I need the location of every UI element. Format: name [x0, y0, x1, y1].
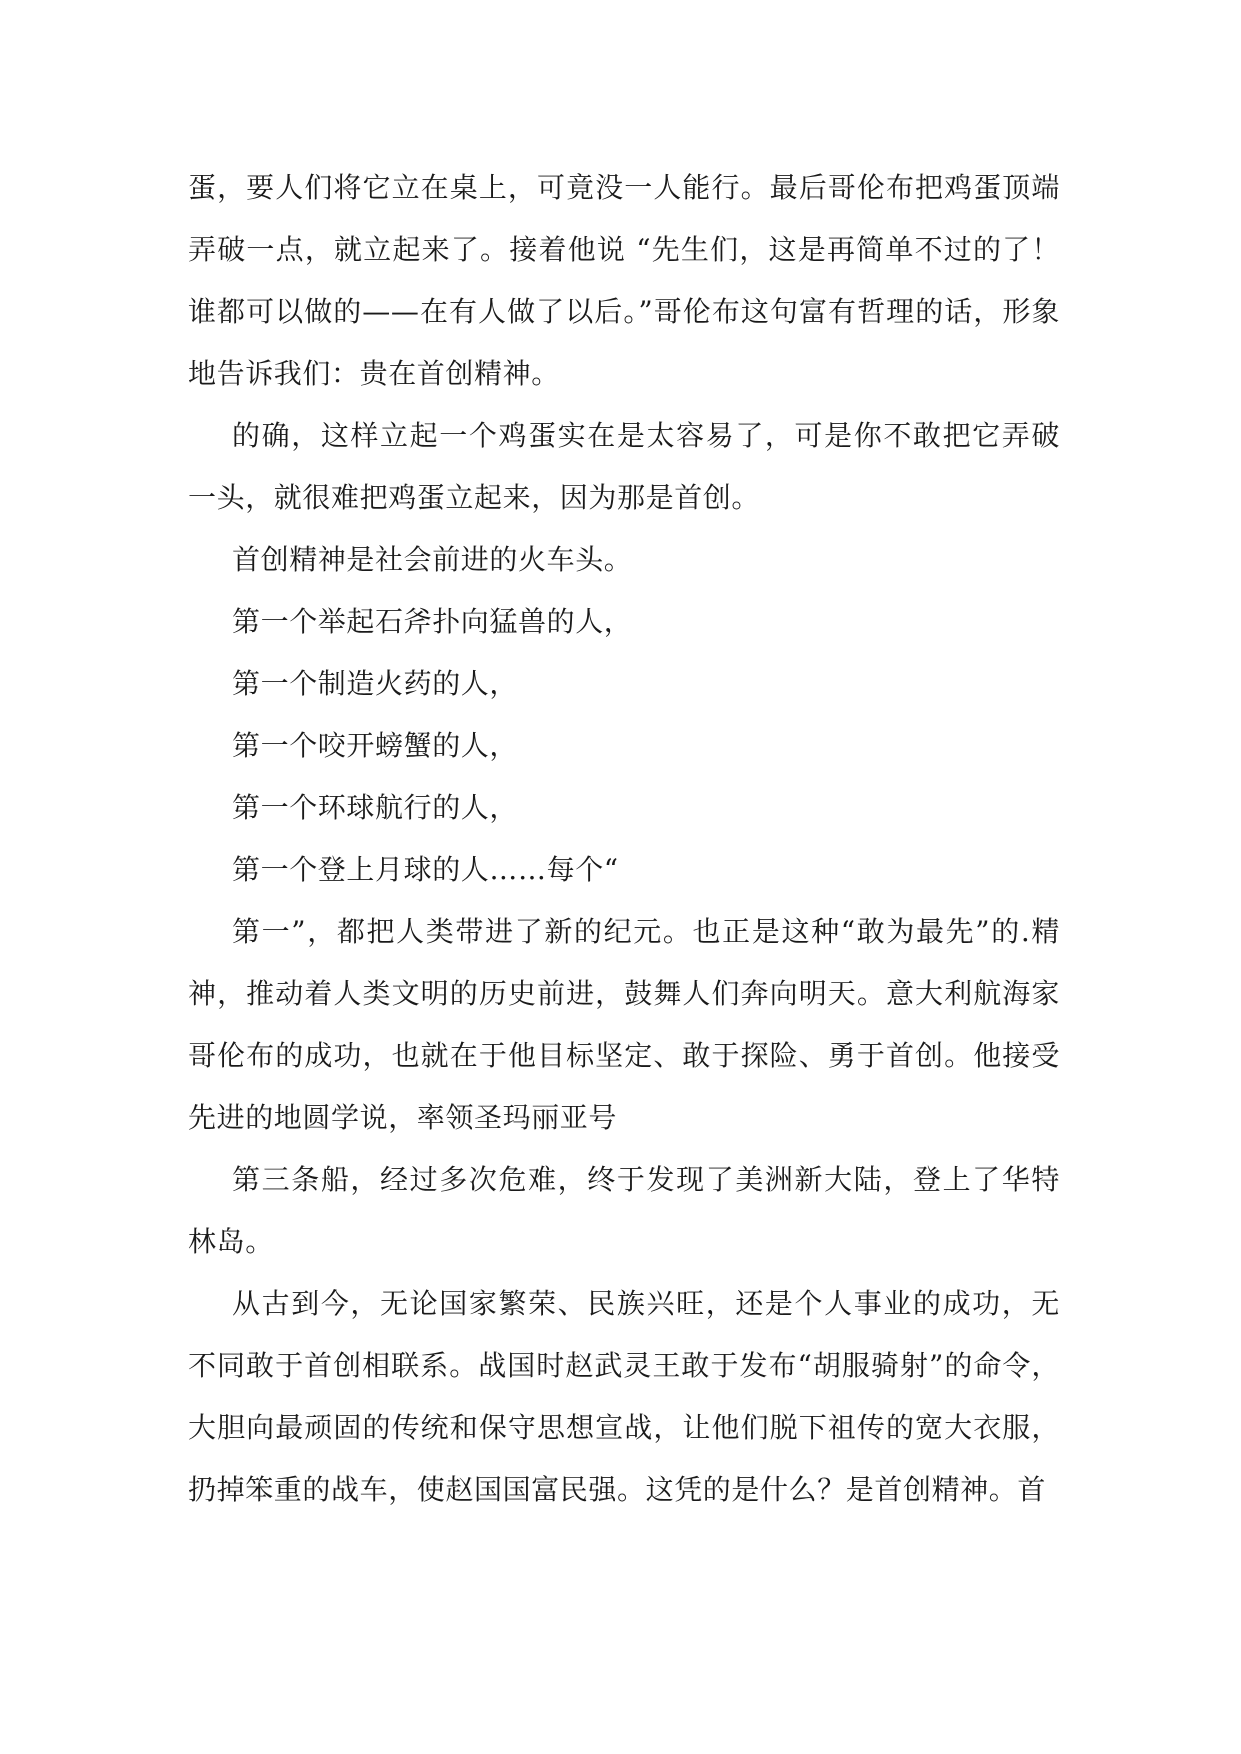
paragraph-11: 从古到今，无论国家繁荣、民族兴旺，还是个人事业的成功，无不同敢于首创相联系。战国时赵武灵王敢于发布“胡服骑射”的命令，大胆向最顽固的传统和保守思想宣战，让他们脱下祖传的宽大衣服，扔掉笨重的战车，使赵国国富民强。这凭的是什么？是首创精神。首: [188, 1287, 1060, 1506]
document-body: [188, 157, 1060, 1521]
paragraph-10: 第三条船，经过多次危难，终于发现了美洲新大陆，登上了华特林岛。: [188, 1163, 1060, 1258]
paragraph-7: 第一个环球航行的人，: [232, 791, 519, 824]
paragraph-6: 第一个咬开螃蟹的人，: [232, 729, 519, 762]
paragraph-9: 第一”，都把人类带进了新的纪元。也正是这种“敢为最先”的.精神，推动着人类文明的历史前进，鼓舞人们奔向明天。意大利航海家哥伦布的成功，也就在于他目标坚定、敢于探险、勇于首创。他接受先进的地圆学说，率领圣玛丽亚号: [188, 915, 1060, 1134]
paragraph-5: 第一个制造火药的人，: [232, 667, 519, 700]
paragraph-2: 的确，这样立起一个鸡蛋实在是太容易了，可是你不敢把它弄破一头，就很难把鸡蛋立起来，因为那是首创。: [188, 419, 1060, 514]
paragraph-1: 蛋，要人们将它立在桌上，可竟没一人能行。最后哥伦布把鸡蛋顶端弄破一点，就立起来了。接着他说 “先生们，这是再简单不过的了！谁都可以做的——在有人做了以后。”哥伦布这句富有哲理的话，形象地告诉我们：贵在首创精神。: [188, 171, 1060, 390]
paragraph-3: 首创精神是社会前进的火车头。: [232, 543, 633, 576]
paragraph-8: 第一个登上月球的人……每个“: [232, 853, 619, 886]
paragraph-4: 第一个举起石斧扑向猛兽的人，: [232, 605, 633, 638]
